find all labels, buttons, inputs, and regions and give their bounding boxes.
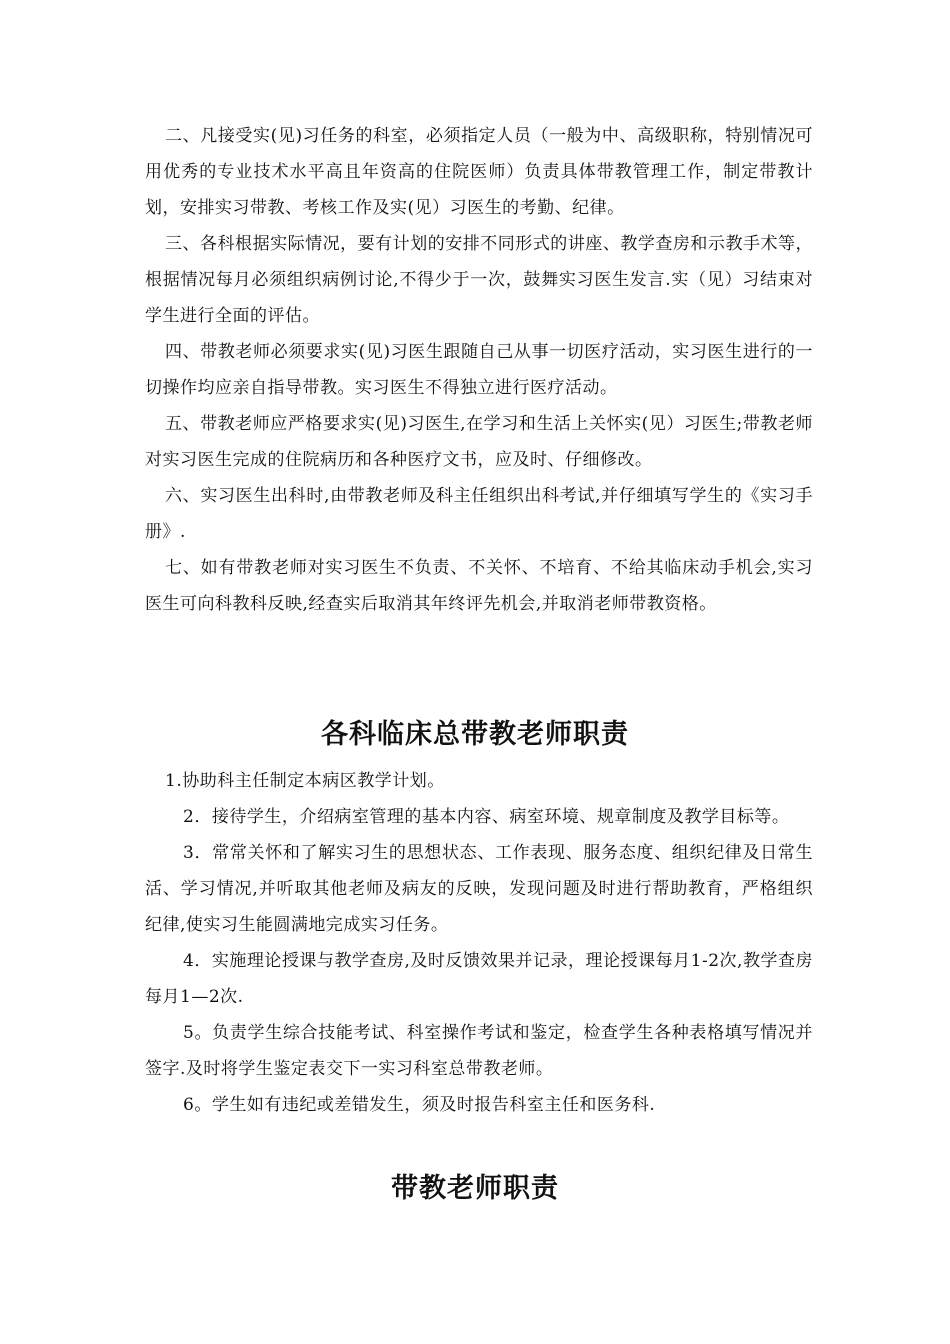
chief-duty-4: 4．实施理论授课与教学查房,及时反馈效果并记录，理论授课每月1-2次,教学查房每月1—2次. bbox=[145, 951, 813, 1007]
chief-teacher-heading: 各科临床总带教老师职责 bbox=[321, 719, 629, 750]
rule-paragraph-6: 六、实习医生出科时,由带教老师及科主任组织出科考试,并仔细填写学生的《实习手册》. bbox=[145, 486, 813, 542]
chief-teacher-section bbox=[145, 763, 813, 1123]
rule-paragraph-4: 四、带教老师必须要求实(见)习医生跟随自己从事一切医疗活动，实习医生进行的一切操作均应亲自指导带教。实习医生不得独立进行医疗活动。 bbox=[145, 342, 813, 398]
chief-duty-5: 5。负责学生综合技能考试、科室操作考试和鉴定，检查学生各种表格填写情况并签字.及时将学生鉴定表交下一实习科室总带教老师。 bbox=[145, 1023, 813, 1079]
chief-duty-2: 2．接待学生，介绍病室管理的基本内容、病室环境、规章制度及教学目标等。 bbox=[183, 807, 790, 827]
rule-paragraph-5: 五、带教老师应严格要求实(见)习医生,在学习和生活上关怀实(见）习医生;带教老师对实习医生完成的住院病历和各种医疗文书，应及时、仔细修改。 bbox=[145, 414, 813, 470]
rule-paragraph-3: 三、各科根据实际情况，要有计划的安排不同形式的讲座、教学查房和示教手术等，根据情况每月必须组织病例讨论,不得少于一次，鼓舞实习医生发言.实（见）习结束对学生进行全面的评估。 bbox=[145, 234, 813, 326]
chief-duty-6: 6。学生如有违纪或差错发生，须及时报告科室主任和医务科. bbox=[183, 1095, 656, 1115]
rule-paragraph-7: 七、如有带教老师对实习医生不负责、不关怀、不培育、不给其临床动手机会,实习医生可向科教科反映,经查实后取消其年终评先机会,并取消老师带教资格。 bbox=[145, 558, 813, 614]
chief-duty-1: 1.协助科主任制定本病区教学计划。 bbox=[165, 771, 445, 791]
teacher-heading: 带教老师职责 bbox=[391, 1173, 559, 1204]
rules-section bbox=[145, 118, 813, 622]
chief-duty-3: 3．常常关怀和了解实习生的思想状态、工作表现、服务态度、组织纪律及日常生活、学习情况,并听取其他老师及病友的反映，发现问题及时进行帮助教育，严格组织纪律,使实习生能圆满地完成实习任务。 bbox=[145, 843, 813, 935]
rule-paragraph-2: 二、凡接受实(见)习任务的科室，必须指定人员（一般为中、高级职称，特别情况可用优秀的专业技术水平高且年资高的住院医师）负责具体带教管理工作，制定带教计划，安排实习带教、考核工作及实(见）习医生的考勤、纪律。 bbox=[145, 126, 813, 218]
